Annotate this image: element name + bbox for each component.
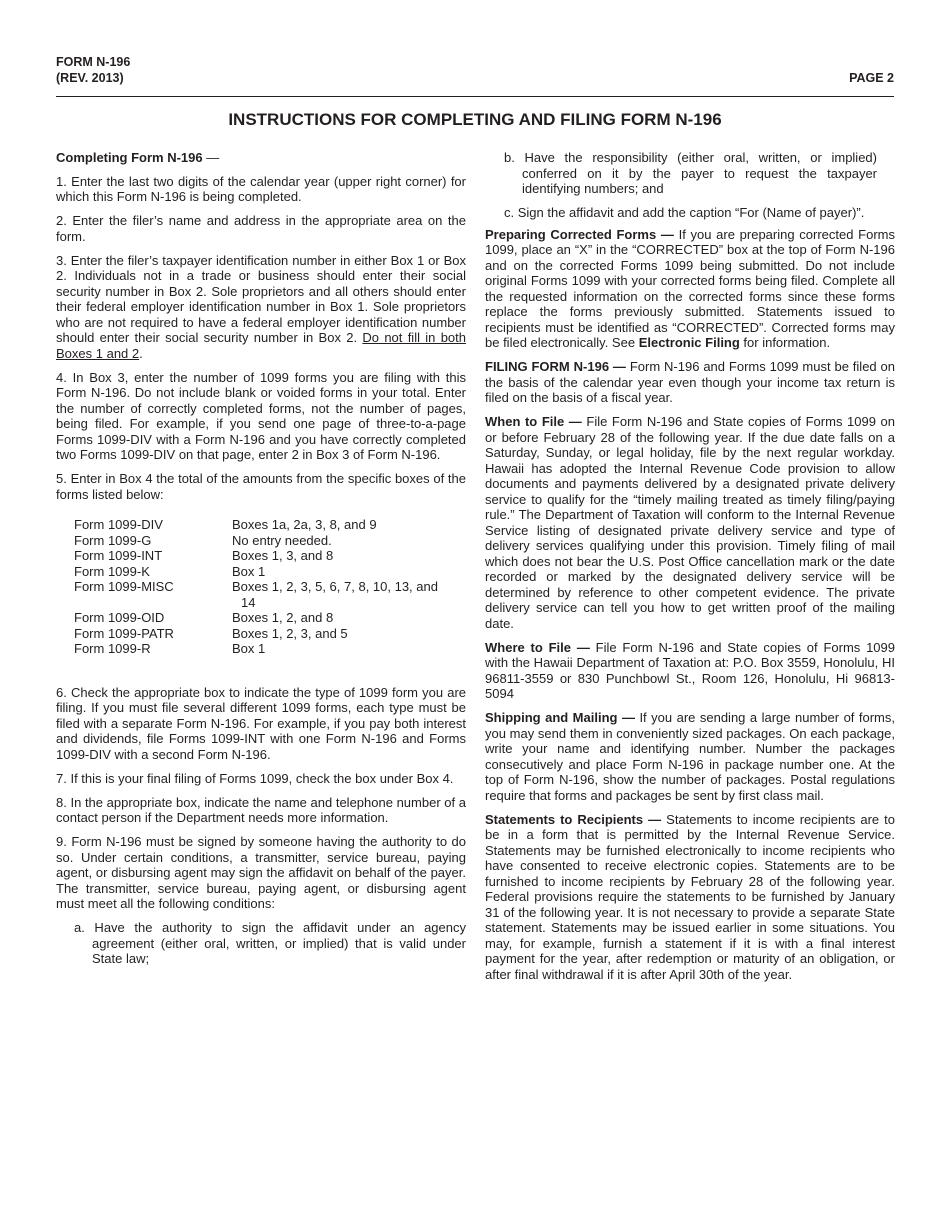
- completing-heading-dash: —: [202, 150, 220, 165]
- form-boxes: [232, 579, 438, 610]
- page-title: INSTRUCTIONS FOR COMPLETING AND FILING FORM N-196: [228, 110, 722, 129]
- table-row: [74, 517, 438, 533]
- condition-c: c. Sign the affidavit and add the caption “For (Name of payer)”.: [504, 205, 865, 220]
- form-boxes-line: Boxes 1, 2, 3, 5, 6, 7, 8, 10, 13, and: [232, 579, 438, 594]
- step-7: 7. If this is your final filing of Forms 1099, check the box under Box 4.: [56, 770, 454, 786]
- corrected-text: If you are preparing corrected Forms 1099, place an “X” in the “CORRECTED” box at the top of Form N-196 and on the corrected Forms 1099 being submitted. Do not include original Forms 1099 with your corrected forms being filed. Complete all the requested information on the corrected forms since these forms replace the forms previously submitted. Statements issued to recipients must be identified as “CORRECTED”. Corrected forms may be filed electronically. See: [485, 226, 895, 350]
- step-8: 8. In the appropriate box, indicate the name and telephone number of a contact person if the Department needs more information.: [56, 794, 466, 825]
- corrected-text-end: for information.: [739, 335, 831, 350]
- form-identifier: [56, 54, 130, 86]
- table-row: [74, 548, 438, 564]
- table-row: [74, 564, 438, 580]
- step-4: 4. In Box 3, enter the number of 1099 forms you are filing with this Form N-196. Do not include blank or voided forms in your total. Enter the number of correctly completed forms, not the number of pages, being filed. For example, if you send one page of three-to-a-page Forms 1099-DIV with a Form N-196 and you have correctly completed two Forms 1099-DIV on that page, enter 2 in Box 3 of Form N-196.: [56, 369, 466, 462]
- corrected-heading: Preparing Corrected Forms —: [485, 226, 674, 242]
- corrected-section: [485, 227, 895, 351]
- statements-heading: Statements to Recipients —: [485, 811, 662, 827]
- form-boxes: Box 1: [232, 563, 266, 579]
- condition-a: a. Have the authority to sign the affidavit under an agency agreement (either oral, written, or implied) that is valid under State law;: [74, 920, 466, 966]
- page-number: PAGE 2: [849, 71, 894, 85]
- form-name: Form 1099-INT: [74, 548, 163, 563]
- when-heading: When to File —: [485, 414, 582, 429]
- form-name: Form 1099-R: [74, 641, 151, 656]
- step-3-underlined: Do not fill in both Boxes 1 and 2: [56, 330, 466, 361]
- step-3-text: 3. Enter the filer’s taxpayer identification number in either Box 1 or Box 2. Individuals not in a trade or business should enter their social security number in Box 2. Sole proprietors and all others should enter their federal employer identification number in Box 1. Sole proprietors who are not required to have a federal employer identification number should enter their social security number in Box 2.: [56, 252, 466, 345]
- when-text: File Form N-196 and State copies of Forms 1099 on or before February 28 of the following year. If the due date falls on a Saturday, Sunday, or legal holiday, file by the next regular workday. Hawaii has adopted the Internal Revenue Code provision to allow documents and payments delivered by a designated private delivery service to qualify for the “timely mailing treated as timely filing/paying rule.” The Department of Taxation will conform to the Internal Revenue Service listing of designated private delivery service and type of delivery services qualifying under this provision. Timely filing of mail which does not bear the U.S. Post Office cancellation mark or the date recorded or marked by the designated delivery service will be determined by reference to other competent evidence. The private delivery service can tell you how to get written proof of the mailing date.: [485, 414, 895, 631]
- step-3: [56, 253, 466, 362]
- form-boxes: No entry needed.: [232, 532, 332, 548]
- statements-section: [485, 812, 895, 983]
- form-boxes: Box 1: [232, 641, 266, 656]
- form-boxes: Boxes 1a, 2a, 3, 8, and 9: [232, 517, 377, 532]
- form-boxes: Boxes 1, 2, and 8: [232, 610, 334, 625]
- step-5: 5. Enter in Box 4 the total of the amounts from the specific boxes of the forms listed below:: [56, 471, 466, 502]
- form-name: Form 1099-MISC: [74, 579, 174, 594]
- statements-text: Statements to income recipients are to be in a form that is permitted by the Internal Revenue Service. Statements may be furnished electronically to income recipients who have consented to receive electronic copies. Statements are to be furnished to income recipients by February 28 of the following year. Federal provisions require the statements to be furnished by January 31 of the following year. It is not necessary to provide a separate State statement. Statements may be issued earlier in some situations. You may, for example, furnish a statement if it is with a final interest payment for the year, after redemption or maturity of an obligation, or after final withdrawal if it is after April 30th of the year.: [485, 811, 895, 982]
- step-1: 1. Enter the last two digits of the calendar year (upper right corner) for which this Form N-196 is being completed.: [56, 173, 466, 204]
- filing-text: Form N-196 and Forms 1099 must be filed on the basis of the calendar year even though your income tax return is filed on the basis of a fiscal year.: [485, 359, 895, 405]
- form-name: Form 1099-PATR: [74, 625, 174, 641]
- step-6: 6. Check the appropriate box to indicate the type of 1099 form you are filing. If you must file several different 1099 forms, each type must be filed with a separate Form N-196. For example, if you pay both interest and dividends, file Forms 1099-INT with one Form N-196 and Forms 1099-DIV with a second Form N-196.: [56, 684, 466, 762]
- shipping-heading: Shipping and Mailing —: [485, 710, 635, 725]
- form-boxes: Boxes 1, 2, 3, and 5: [232, 625, 348, 641]
- form-name: Form 1099-DIV: [74, 517, 163, 532]
- shipping-section: [485, 710, 895, 803]
- condition-b: b. Have the responsibility (either oral, written, or implied) conferred on it by the payer to request the taxpayer identifying numbers; and: [504, 150, 877, 196]
- when-section: [485, 414, 895, 631]
- form-name: Form 1099-K: [74, 563, 150, 579]
- where-heading: Where to File —: [485, 639, 590, 655]
- filing-section: [485, 359, 895, 406]
- filing-heading: FILING FORM N-196 —: [485, 359, 626, 374]
- form-name: Form 1099-OID: [74, 610, 165, 625]
- forms-boxes-table: [74, 517, 438, 657]
- shipping-text: If you are sending a large number of forms, you may send them in conveniently sized packages. On each package, write your name and identifying number. Number the packages consecutively and place Form N-196 in package number one. At the top of Form N-196, show the number of packages. Postal regulations require that forms and packages be sent by first class mail.: [485, 710, 896, 803]
- where-text: File Form N-196 and State copies of Forms 1099 with the Hawaii Department of Taxation at: P.O. Box 3559, Honolulu, HI 96811-3559 or 830 Punchbowl St., Room 126, Honolulu, Hi 96813-5094: [485, 639, 896, 701]
- table-row: [74, 533, 438, 549]
- table-row: [74, 641, 438, 657]
- form-revision: (REV. 2013): [56, 71, 124, 85]
- right-column: [485, 150, 895, 991]
- form-number: FORM N-196: [56, 55, 131, 69]
- left-column: [56, 150, 466, 975]
- step-2: 2. Enter the filer’s name and address in the appropriate area on the form.: [56, 213, 466, 244]
- form-name: Form 1099-G: [74, 532, 152, 548]
- step-3-end: .: [139, 345, 143, 361]
- table-row: [74, 626, 438, 642]
- completing-heading: [56, 150, 466, 166]
- where-section: [485, 640, 895, 702]
- page-header: [56, 54, 894, 97]
- table-row: [74, 579, 438, 610]
- form-boxes: Boxes 1, 3, and 8: [232, 548, 334, 563]
- form-boxes-cont: 14: [241, 594, 256, 610]
- electronic-filing-ref: Electronic Filing: [638, 335, 740, 350]
- table-row: [74, 610, 438, 626]
- completing-heading-label: Completing Form N-196: [56, 150, 203, 165]
- step-9: 9. Form N-196 must be signed by someone having the authority to do so. Under certain conditions, a transmitter, service bureau, paying agent, or disbursing agent may sign the affidavit on behalf of the payer. The transmitter, service bureau, paying agent, or disbursing agent must meet all the following conditions:: [56, 834, 466, 911]
